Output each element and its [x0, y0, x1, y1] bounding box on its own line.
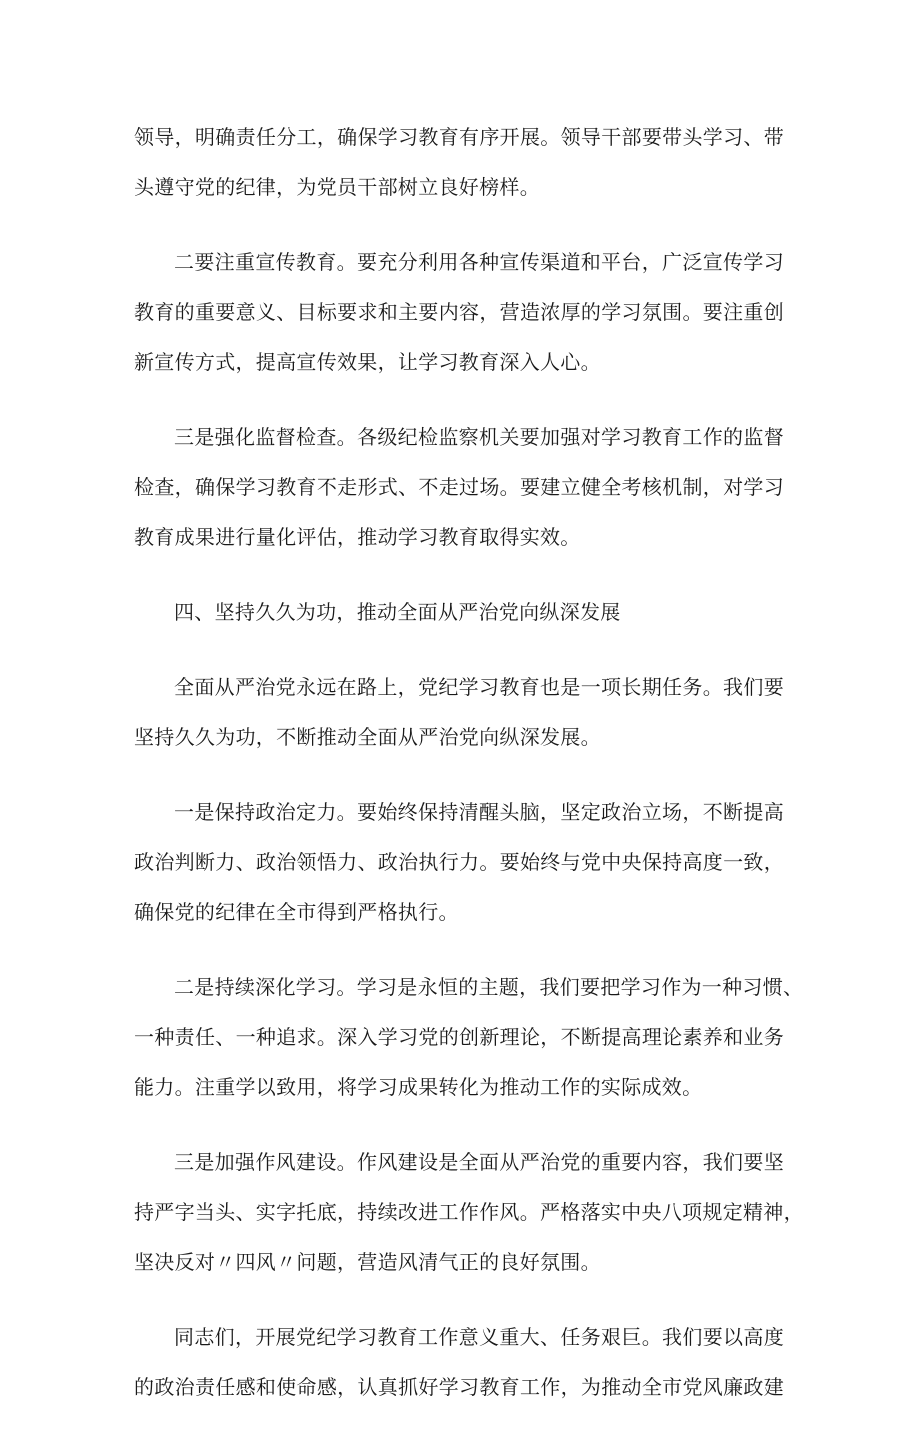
text-line: 持严字当头、实字托底，持续改进工作作风。严格落实中央八项规定精神，: [134, 1200, 804, 1224]
text-line: 坚持久久为功，不断推动全面从严治党向纵深发展。: [134, 725, 601, 749]
paragraph-long-term-task: [134, 662, 784, 762]
paragraph-work-style: [134, 1137, 804, 1287]
paragraph-continuous-learning: [134, 962, 804, 1112]
text-line: 头遵守党的纪律，为党员干部树立良好榜样。: [134, 175, 540, 199]
heading-line: 四、坚持久久为功，推动全面从严治党向纵深发展: [174, 600, 621, 624]
paragraph-continuation: [134, 112, 784, 212]
document-body: [134, 112, 804, 1437]
text-line: 一是保持政治定力。要始终保持清醒头脑，坚定政治立场，不断提高: [174, 800, 784, 824]
paragraph-supervision: [134, 412, 784, 562]
section-heading: [134, 587, 784, 637]
text-line: 同志们，开展党纪学习教育工作意义重大、任务艰巨。我们要以高度: [174, 1325, 784, 1349]
text-line: 的政治责任感和使命感，认真抓好学习教育工作，为推动全市党风廉政建: [134, 1375, 784, 1399]
text-line: 新宣传方式，提高宣传效果，让学习教育深入人心。: [134, 350, 601, 374]
text-line: 二要注重宣传教育。要充分利用各种宣传渠道和平台，广泛宣传学习: [174, 250, 784, 274]
text-line: 检查，确保学习教育不走形式、不走过场。要建立健全考核机制，对学习: [134, 475, 784, 499]
paragraph-closing: [134, 1312, 784, 1412]
text-line: 确保党的纪律在全市得到严格执行。: [134, 900, 459, 924]
text-line: 教育的重要意义、目标要求和主要内容，营造浓厚的学习氛围。要注重创: [134, 300, 784, 324]
text-line: 三是强化监督检查。各级纪检监察机关要加强对学习教育工作的监督: [174, 425, 784, 449]
text-line: 二是持续深化学习。学习是永恒的主题，我们要把学习作为一种习惯、: [174, 975, 804, 999]
text-line: 坚决反对〃四风〃问题，营造风清气正的良好氛围。: [134, 1250, 601, 1274]
text-line: 领导，明确责任分工，确保学习教育有序开展。领导干部要带头学习、带: [134, 125, 784, 149]
text-line: 政治判断力、政治领悟力、政治执行力。要始终与党中央保持高度一致，: [134, 850, 784, 874]
text-line: 一种责任、一种追求。深入学习党的创新理论，不断提高理论素养和业务: [134, 1025, 784, 1049]
text-line: 能力。注重学以致用，将学习成果转化为推动工作的实际成效。: [134, 1075, 703, 1099]
paragraph-political-resolve: [134, 787, 784, 937]
text-line: 教育成果进行量化评估，推动学习教育取得实效。: [134, 525, 581, 549]
paragraph-publicity-education: [134, 237, 784, 387]
text-line: 三是加强作风建设。作风建设是全面从严治党的重要内容，我们要坚: [174, 1150, 784, 1174]
text-line: 全面从严治党永远在路上，党纪学习教育也是一项长期任务。我们要: [174, 675, 784, 699]
